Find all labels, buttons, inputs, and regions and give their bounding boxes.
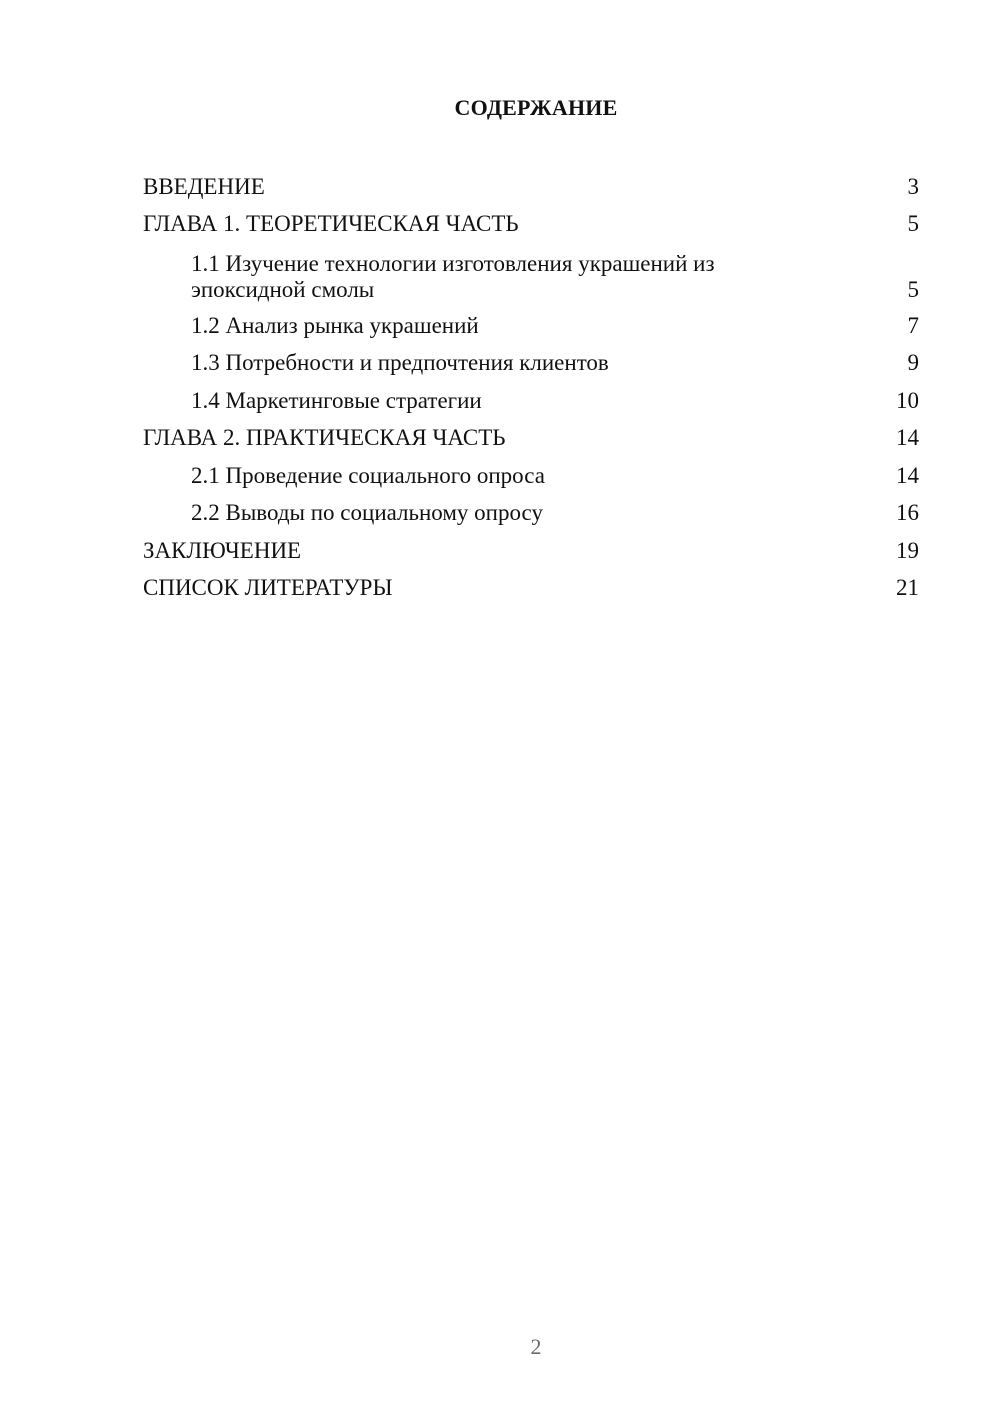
toc-entry-chapter-1[interactable] bbox=[143, 206, 919, 244]
toc-entry-label: ГЛАВА 1. ТЕОРЕТИЧЕСКАЯ ЧАСТЬ bbox=[143, 211, 519, 237]
toc-entry-section-2-1[interactable] bbox=[143, 457, 919, 495]
toc-entry-page: 21 bbox=[896, 575, 919, 601]
toc-entry-section-2-2[interactable] bbox=[143, 495, 919, 533]
toc-entry-label: 1.1 Изучение технологии изготовления украшений из эпоксидной смолы bbox=[191, 251, 715, 302]
toc-entry-page: 14 bbox=[896, 462, 919, 488]
toc-entry-page: 16 bbox=[896, 500, 919, 526]
toc-entry-label: СПИСОК ЛИТЕРАТУРЫ bbox=[143, 575, 393, 601]
toc-entry-page: 5 bbox=[907, 277, 919, 302]
toc-entry-page: 19 bbox=[896, 537, 919, 563]
toc-entry-page: 10 bbox=[896, 387, 919, 413]
toc-entry-section-1-2[interactable] bbox=[143, 307, 919, 345]
toc-entry-label: 1.3 Потребности и предпочтения клиентов bbox=[191, 350, 609, 376]
toc-entry-references[interactable] bbox=[143, 570, 919, 608]
toc-entry-label: 2.2 Выводы по социальному опросу bbox=[191, 500, 543, 526]
toc-entry-label: 1.4 Маркетинговые стратегии bbox=[191, 387, 482, 413]
toc-entry-page: 7 bbox=[907, 312, 919, 338]
toc-entry-section-1-4[interactable] bbox=[143, 382, 919, 420]
toc-entry-page: 14 bbox=[896, 425, 919, 451]
toc-entry-introduction[interactable] bbox=[143, 168, 919, 206]
table-of-contents bbox=[143, 168, 919, 607]
toc-entry-label: ЗАКЛЮЧЕНИЕ bbox=[143, 537, 302, 563]
toc-entry-page: 5 bbox=[907, 211, 919, 237]
toc-entry-section-1-3[interactable] bbox=[143, 345, 919, 383]
toc-entry-label: ВВЕДЕНИЕ bbox=[143, 173, 265, 199]
toc-entry-page: 9 bbox=[907, 350, 919, 376]
page-title: СОДЕРЖАНИЕ bbox=[454, 95, 618, 120]
toc-entry-label: 2.1 Проведение социального опроса bbox=[191, 462, 545, 488]
toc-entry-chapter-2[interactable] bbox=[143, 420, 919, 458]
toc-entry-section-1-1[interactable] bbox=[143, 243, 919, 307]
toc-entry-page: 3 bbox=[907, 173, 919, 199]
toc-entry-label: 1.2 Анализ рынка украшений bbox=[191, 312, 479, 338]
toc-entry-label: ГЛАВА 2. ПРАКТИЧЕСКАЯ ЧАСТЬ bbox=[143, 425, 506, 451]
page-number: 2 bbox=[530, 1334, 542, 1359]
toc-entry-conclusion[interactable] bbox=[143, 532, 919, 570]
